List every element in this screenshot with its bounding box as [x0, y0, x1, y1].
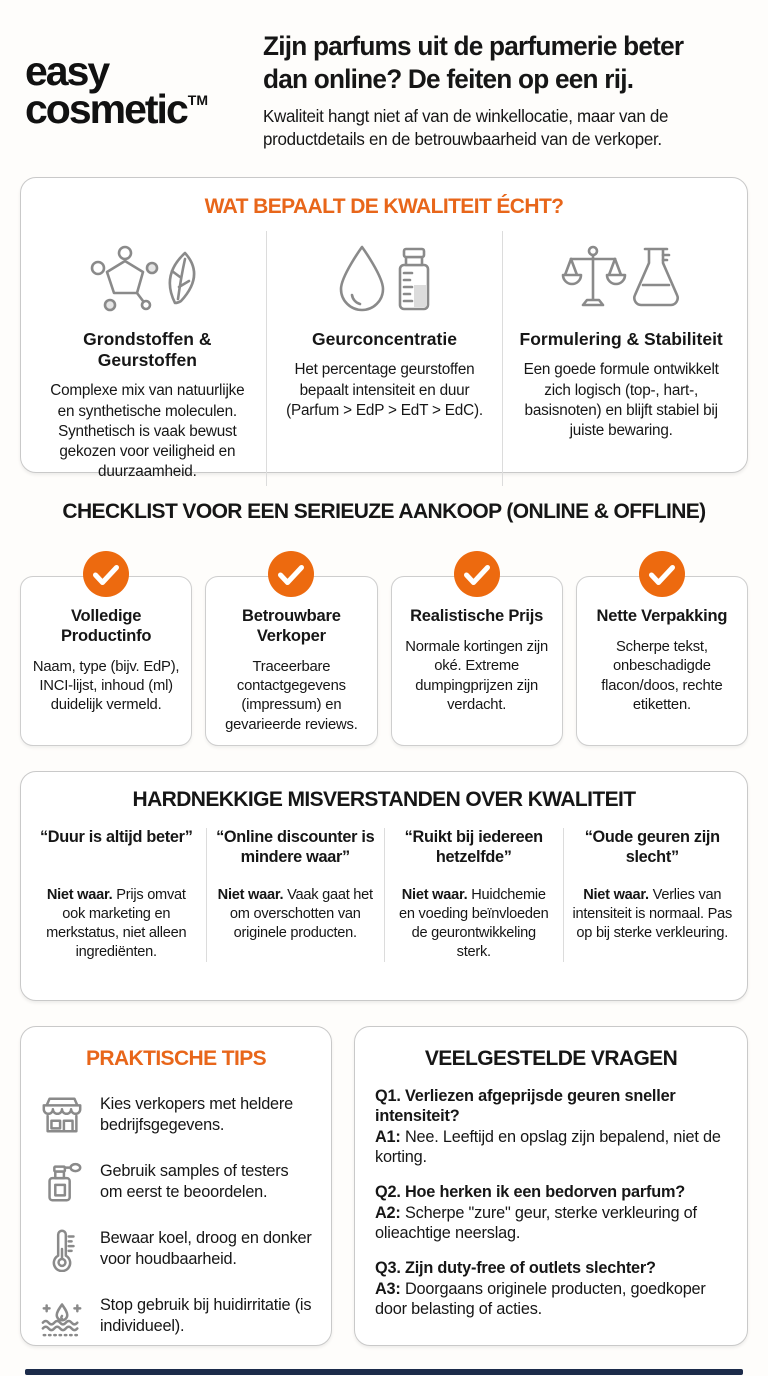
thermometer-icon: [39, 1226, 85, 1272]
droplet-bottle-icon: [279, 235, 491, 323]
faq-answer-label: A2:: [375, 1203, 401, 1222]
faq-section-title: VEELGESTELDE VRAGEN: [424, 1046, 678, 1070]
faq-item-2: [375, 1182, 727, 1243]
quality-columns: [29, 231, 739, 486]
myths-columns: [27, 828, 741, 962]
checklist-card-title: Betrouwbare Verkoper: [242, 607, 341, 646]
myth-quote: “Online discounter is mindere waar”: [216, 827, 375, 866]
page-subtitle: [263, 105, 743, 151]
easy-cosmetic-logo: [25, 30, 263, 150]
faq-question: Q2. Hoe herken ik een bedorven parfum?: [375, 1183, 685, 1202]
quality-item-grondstoffen: [29, 231, 266, 486]
checklist-cards: [20, 576, 748, 746]
myth-text: [215, 886, 377, 943]
quality-item-title: Grondstoffen & Geurstoffen: [83, 329, 212, 371]
checklist-card-verpakking: [576, 576, 748, 746]
faq-answer-label: A1:: [375, 1127, 401, 1146]
faq-answer-text: Doorgaans originele producten, goedkoper door belasting of acties.: [375, 1279, 706, 1319]
myth-lead: Niet waar.: [46, 886, 113, 903]
myths-section: [20, 771, 748, 1001]
tips-section-title: PRAKTISCHE TIPS: [85, 1046, 267, 1070]
faq-answer: [375, 1127, 727, 1168]
checklist-section-title: CHECKLIST VOOR EEN SERIEUZE AANKOOP (ONLINE & OFFLINE): [62, 500, 706, 524]
perfume-bottle-icon: [39, 1159, 85, 1205]
footer-accent-bar: [25, 1369, 743, 1375]
checklist-card-prijs: [391, 576, 563, 746]
logo-line-2: cosmetic™: [25, 86, 208, 133]
quality-section-title: WAT BEPAALT DE KWALITEIT ÉCHT?: [204, 195, 564, 219]
quality-item-title: Formulering & Stabiliteit: [519, 329, 723, 350]
myth-quote: “Duur is altijd beter”: [39, 827, 193, 846]
tip-item-bewaren: [37, 1226, 315, 1272]
subtitle-line-1: Kwaliteit hangt niet af van de winkellocatie, maar van de: [263, 105, 669, 126]
tip-item-verkopers: [37, 1092, 315, 1138]
myths-section-title: HARDNEKKIGE MISVERSTANDEN OVER KWALITEIT: [132, 787, 636, 811]
skin-irritation-icon: [39, 1293, 85, 1339]
myth-quote: “Oude geuren zijn slecht”: [584, 827, 720, 866]
logo-line-1: easy: [25, 48, 109, 94]
tips-section: [20, 1026, 332, 1346]
myth-rest: Verlies van intensiteit is normaal. Pas op bij sterke verkleuring.: [572, 886, 733, 941]
myth-rest: Huidchemie en voeding beïnvloeden de geurontwikkeling sterk.: [399, 886, 549, 960]
checklist-card-text: Traceerbare contactgegevens (impressum) en gevarieerde reviews.: [225, 658, 358, 733]
tip-item-huidirritatie: [37, 1293, 315, 1339]
quality-item-text: Een goede formule ontwikkelt zich logisch (top-, hart-, basisnoten) en blijft stabiel bij juiste bewaring.: [523, 361, 719, 439]
tip-text: Kies verkopers met heldere bedrijfsgegevens.: [100, 1095, 293, 1134]
myth-lead: Niet waar.: [217, 886, 284, 903]
myth-lead: Niet waar.: [583, 886, 649, 903]
tip-item-samples: [37, 1159, 315, 1205]
molecule-leaf-icon: [41, 235, 254, 323]
tip-text: Bewaar koel, droog en donker voor houdbaarheid.: [100, 1229, 312, 1268]
faq-item-1: [375, 1086, 727, 1167]
myth-item-oude-geuren: [563, 828, 742, 962]
myth-item-discounter: [206, 828, 385, 962]
faq-answer-label: A3:: [375, 1279, 401, 1298]
bottom-row: [20, 1026, 748, 1346]
checklist-card-title: Volledige Productinfo: [60, 607, 152, 646]
myth-item-ruikt: [384, 828, 563, 962]
checklist-card-text: Scherpe tekst, onbeschadigde flacon/doos, rechte etiketten.: [601, 639, 723, 713]
checkmark-icon: [638, 550, 686, 598]
subtitle-line-2: productdetails en de betrouwbaarheid van de verkoper.: [263, 128, 662, 149]
checklist-card-title: Realistische Prijs: [410, 607, 544, 626]
checkmark-icon: [267, 550, 315, 598]
myth-rest: Vaak gaat het om overschotten van originele producten.: [229, 886, 373, 941]
checklist-card-text: Naam, type (bijv. EdP), INCI-lijst, inhoud (ml) duidelijk vermeld.: [32, 658, 180, 714]
checklist-card-productinfo: [20, 576, 192, 746]
store-icon: [39, 1092, 85, 1138]
faq-question: Q1. Verliezen afgeprijsde geuren sneller intensiteit?: [375, 1086, 676, 1126]
checkmark-icon: [453, 550, 501, 598]
page-title-line-1: Zijn parfums uit de parfumerie beter: [263, 31, 684, 61]
myth-text: [572, 886, 734, 943]
quality-item-geurconcentratie: [266, 231, 503, 486]
faq-section: [354, 1026, 748, 1346]
quality-item-text: Het percentage geurstoffen bepaalt intensiteit en duur (Parfum > EdP > EdT > EdC).: [286, 361, 483, 419]
checklist-card-title: Nette Verpakking: [596, 607, 728, 626]
myth-item-duur: [27, 828, 206, 962]
faq-answer: [375, 1279, 727, 1320]
quality-item-title: Geurconcentratie: [312, 329, 457, 350]
quality-section: [20, 177, 748, 481]
myth-quote: “Ruikt bij iedereen hetzelfde”: [404, 827, 543, 866]
faq-answer: [375, 1203, 727, 1244]
myth-text: [35, 886, 198, 962]
trademark-symbol: TM: [187, 92, 208, 109]
faq-answer-text: Nee. Leeftijd en opslag zijn bepalend, niet de korting.: [375, 1127, 721, 1166]
tip-text: Gebruik samples of testers om eerst te beoordelen.: [100, 1162, 289, 1201]
checkmark-icon: [82, 550, 130, 598]
header: [0, 0, 768, 150]
quality-item-text: Complexe mix van natuurlijke en synthetische moleculen. Synthetisch is vaak bewust gekozen voor veiligheid en duurzaamheid.: [50, 382, 245, 481]
header-title-block: [263, 30, 743, 150]
checklist-card-text: Normale kortingen zijn oké. Extreme dumpingprijzen zijn verdacht.: [405, 639, 549, 713]
checklist-card-verkoper: [205, 576, 377, 746]
faq-item-3: [375, 1258, 727, 1319]
tip-text: Stop gebruik bij huidirritatie (is individueel).: [100, 1296, 312, 1335]
myth-rest: Prijs omvat ook marketing en merkstatus, niet alleen ingrediënten.: [46, 886, 187, 960]
myth-text: [393, 886, 555, 962]
page-title-line-2: dan online? De feiten op een rij.: [263, 63, 634, 94]
myth-lead: Niet waar.: [401, 886, 468, 903]
faq-question: Q3. Zijn duty-free of outlets slechter?: [375, 1259, 656, 1278]
scale-flask-icon: [515, 235, 727, 323]
quality-item-formulering: [502, 231, 739, 486]
faq-answer-text: Scherpe "zure" geur, sterke verkleuring of olieachtige neerslag.: [375, 1203, 697, 1243]
